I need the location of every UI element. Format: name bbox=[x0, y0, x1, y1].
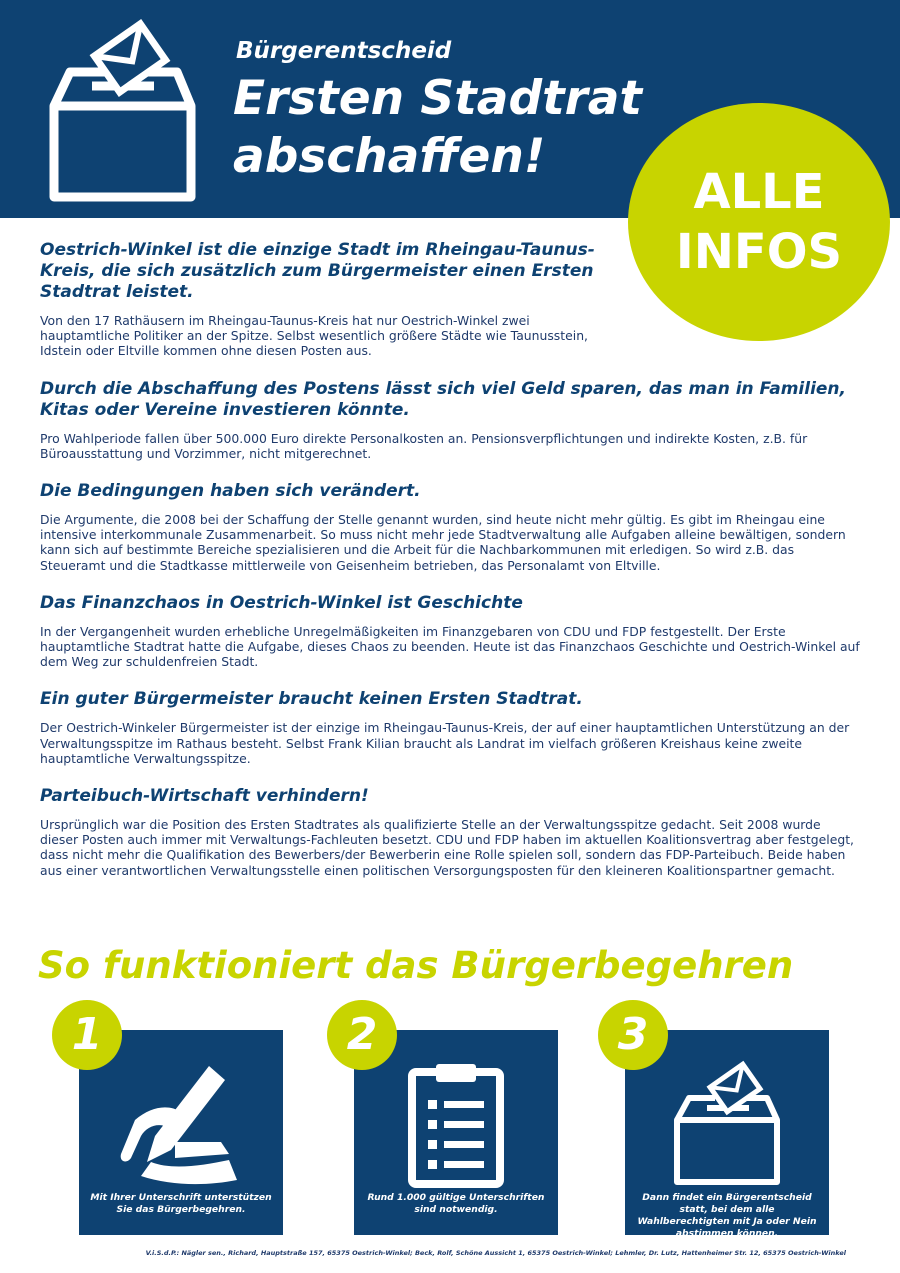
section-heading: Ein guter Bürgermeister braucht keinen Ersten Stadtrat. bbox=[40, 689, 583, 710]
main-content bbox=[40, 240, 860, 898]
section-heading: Das Finanzchaos in Oestrich-Winkel ist Geschichte bbox=[40, 592, 523, 613]
section-3 bbox=[40, 481, 860, 573]
imprint: V.i.S.d.P.: Nägler sen., Richard, Hauptstraße 157, 65375 Oestrich-Winkel; Beck, Rolf, Schöne Aussicht 1, 65375 Oestrich-Winkel; Lehmler, Dr. Lutz, Hattenheimer Str. 12, 65375 Oestrich-Winkel bbox=[145, 1249, 846, 1257]
section-4 bbox=[40, 593, 860, 670]
ballot-box-icon bbox=[46, 14, 201, 204]
section-text: Pro Wahlperiode fallen über 500.000 Euro direkte Personalkosten an. Pensionsverpflichtungen und indirekte Kosten, z.B. für Büroausstattung und Vorzimmer, nicht mitgerechnet. bbox=[40, 430, 808, 461]
section-heading: Durch die Abschaffung des Postens lässt sich viel Geld sparen, das man in Familien, Kitas oder Vereine investieren könnte. bbox=[40, 378, 846, 420]
badge-line-2: INFOS bbox=[675, 224, 843, 280]
section-text: Die Argumente, die 2008 bei der Schaffung der Stelle genannt wurden, sind heute nicht mehr gültig. Es gibt im Rheingau eine intensive interkommunale Zusammenarbeit. So muss nicht mehr jede Stadtverwaltung alle Aufgaben alleine bewältigen, sondern kann sich auf bestimmte Bereiche spezialisieren und die Arbeit für die Nachbarkommunen mit erledigen. So wird z.B. das Steueramt und die Stadtkasse mittlerweile von Geisenheim betrieben, das Personalamt von Eltville. bbox=[40, 512, 846, 573]
step-2 bbox=[327, 1000, 577, 1250]
section-5 bbox=[40, 689, 860, 766]
section-text: Von den 17 Rathäusern im Rheingau-Taunus-Kreis hat nur Oestrich-Winkel zwei hauptamtliche Politiker an der Spitze. Selbst wesentlich größere Städte wie Taunusstein, Idstein oder Eltville kommen ohne diesen Posten aus. bbox=[40, 313, 588, 359]
section-2 bbox=[40, 379, 860, 461]
signing-hand-icon bbox=[111, 1058, 251, 1188]
step-text: Dann findet ein Bürgerentscheid statt, bei dem alle Wahlberechtigten mit Ja oder Nein abstimmen können. bbox=[637, 1192, 817, 1239]
page-title: Ersten Stadtrat abschaffen! bbox=[233, 71, 642, 184]
clipboard-icon bbox=[386, 1058, 526, 1188]
step-number: 3 bbox=[598, 1000, 668, 1070]
step-3 bbox=[598, 1000, 848, 1250]
header-kicker: Bürgerentscheid bbox=[236, 38, 452, 64]
section-1 bbox=[40, 240, 860, 359]
section-text: In der Vergangenheit wurden erhebliche Unregelmäßigkeiten im Finanzgebaren von CDU und FDP festgestellt. Der Erste hauptamtliche Stadtrat hatte die Aufgabe, dieses Chaos zu beenden. Heute ist das Finanzchaos Geschichte und Oestrich-Winkel auf dem Weg zur schuldenfreien Stadt. bbox=[40, 623, 860, 670]
section-heading: Die Bedingungen haben sich verändert. bbox=[40, 481, 421, 502]
step-number: 1 bbox=[52, 1000, 122, 1070]
step-1 bbox=[52, 1000, 302, 1250]
ballot-box-icon bbox=[657, 1058, 797, 1188]
section-text: Ursprünglich war die Position des Ersten Stadtrates als qualifizierte Stelle an der Verwaltungsspitze gedacht. Seit 2008 wurde dieser Posten auch immer mit Verwaltungs-Fachleuten besetzt. CDU und FDP haben im aktuellen Koalitionsvertrag aber festgelegt, dass nicht mehr die Qualifikation des Bewerbers/der Bewerberin eine Rolle spielen soll, sondern das FDP-Parteibuch. Beide haben aus einer verantwortlichen Verwaltungsstelle einen politischen Versorgungsposten für den kleineren Koalitionspartner gemacht. bbox=[40, 817, 854, 878]
section-heading: Parteibuch-Wirtschaft verhindern! bbox=[40, 786, 369, 807]
section-text: Der Oestrich-Winkeler Bürgermeister ist der einzige im Rheingau-Taunus-Kreis, der auf einer hauptamtlichen Unterstützung an der Verwaltungsspitze im Rathaus besteht. Selbst Frank Kilian braucht als Landrat im vielfach größeren Kreishaus keine zweite hauptamtliche Verwaltungsspitze. bbox=[40, 720, 850, 766]
badge-line-1: ALLE bbox=[693, 164, 825, 220]
howto-title: So funktioniert das Bürgerbegehren bbox=[38, 944, 794, 987]
step-number: 2 bbox=[327, 1000, 397, 1070]
step-text: Rund 1.000 gültige Unterschriften sind notwendig. bbox=[367, 1192, 545, 1215]
section-heading: Oestrich-Winkel ist die einzige Stadt im Rheingau-Taunus-Kreis, die sich zusätzlich zum Bürgermeister einen Ersten Stadtrat leistet. bbox=[40, 240, 595, 302]
section-6 bbox=[40, 786, 860, 878]
step-text: Mit Ihrer Unterschrift unterstützen Sie das Bürgerbegehren. bbox=[90, 1192, 272, 1215]
